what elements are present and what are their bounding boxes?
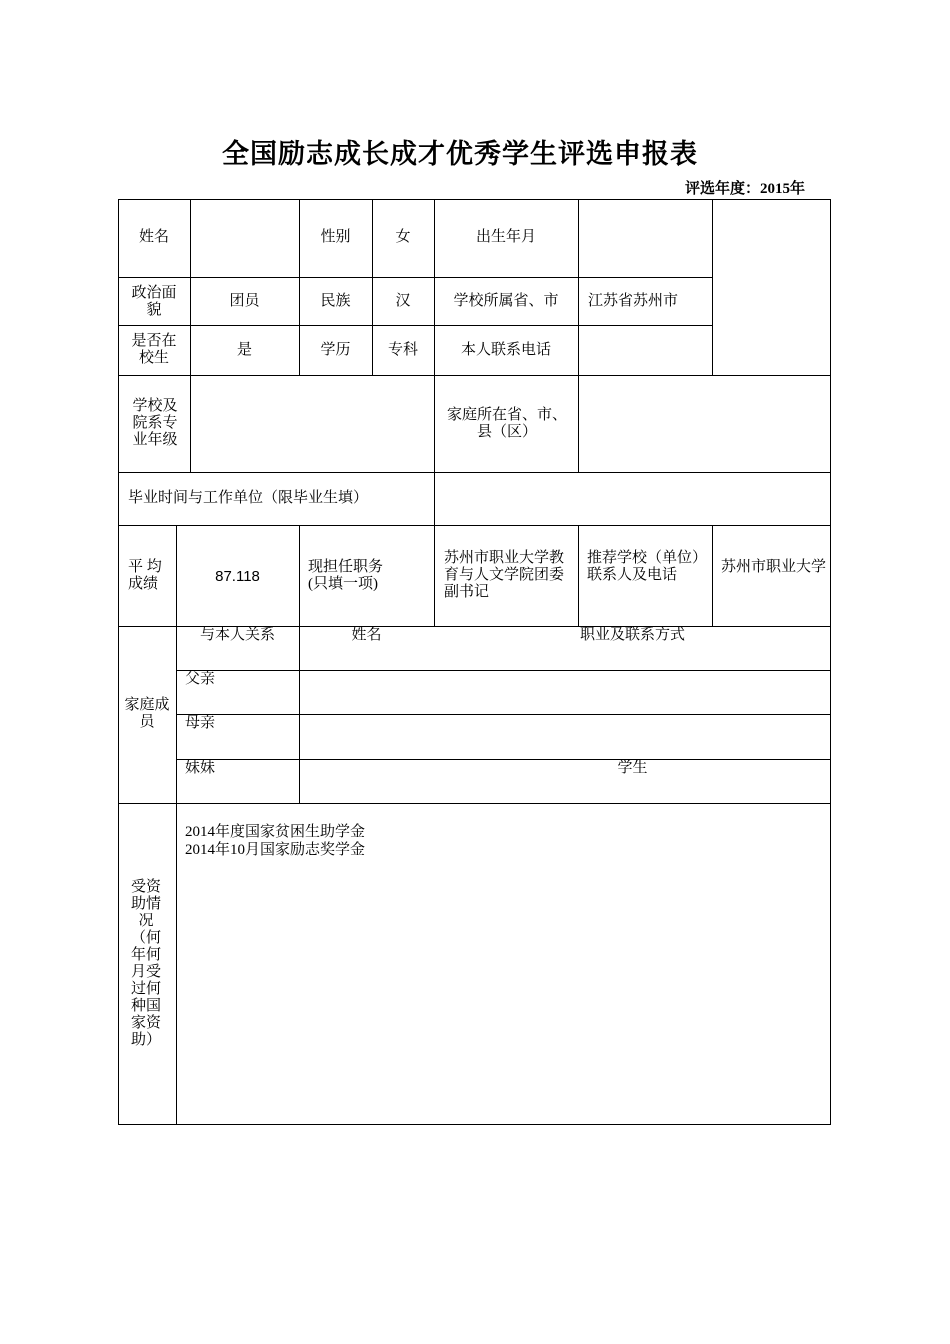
family-label: 家庭成员: [124, 697, 170, 730]
family-relation: 父亲: [185, 671, 216, 687]
rule: [434, 199, 435, 627]
ethnic-label: 民族: [320, 293, 351, 309]
family-job-field[interactable]: 学生: [617, 760, 648, 776]
graduation-label: 毕业时间与工作单位（限毕业生填）: [128, 490, 369, 506]
family-header-job: 职业及联系方式: [579, 627, 685, 643]
score-field[interactable]: 87.118: [215, 568, 260, 585]
recommend-field[interactable]: 苏州市职业大学: [721, 559, 827, 575]
family-relation: 母亲: [185, 715, 216, 731]
home-label: 家庭所在省、市、县（区）: [446, 407, 567, 440]
rule: [118, 472, 831, 473]
gender-label: 性别: [320, 229, 351, 245]
family-relation: 妹妹: [185, 760, 216, 776]
political-field[interactable]: 团员: [229, 293, 260, 309]
rule: [118, 803, 831, 804]
application-table: [118, 199, 831, 1125]
funding-line[interactable]: 2014年10月国家励志奖学金: [185, 842, 366, 858]
position-field[interactable]: 苏州市职业大学教育与人文学院团委副书记: [444, 550, 565, 600]
gender-field[interactable]: 女: [395, 229, 411, 245]
province-label: 学校所属省、市: [453, 293, 559, 309]
family-header-relation: 与本人关系: [199, 627, 275, 643]
rule: [118, 325, 712, 326]
position-label: 现担任职务 (只填一项): [308, 559, 384, 592]
rule: [578, 525, 579, 627]
funding-line[interactable]: 2014年度国家贫困生助学金: [185, 824, 366, 840]
school-label: 学校及院系专业年级: [132, 398, 178, 448]
phone-label: 本人联系电话: [460, 342, 551, 358]
education-field[interactable]: 专科: [387, 342, 418, 358]
birth-label: 出生年月: [475, 229, 536, 245]
recommend-label: 推荐学校（单位） 联系人及电话: [587, 550, 708, 583]
political-label: 政治面貌: [131, 285, 177, 318]
rule: [578, 199, 579, 376]
rule: [712, 525, 713, 627]
family-header-name: 姓名: [351, 627, 382, 643]
rule: [118, 525, 831, 526]
selection-year: 评选年度：2015年: [684, 181, 805, 197]
rule: [176, 525, 177, 1125]
form-title: 全国励志成长成才优秀学生评选申报表: [222, 139, 698, 169]
enrolled-label: 是否在校生: [131, 333, 177, 366]
rule: [299, 525, 300, 804]
rule: [712, 199, 713, 376]
enrolled-field[interactable]: 是: [236, 342, 252, 358]
rule: [118, 375, 831, 376]
name-label: 姓名: [138, 229, 169, 245]
education-label: 学历: [320, 342, 351, 358]
rule: [118, 277, 712, 278]
province-field[interactable]: 江苏省苏州市: [588, 293, 679, 309]
rule: [190, 199, 191, 473]
ethnic-field[interactable]: 汉: [395, 293, 411, 309]
funding-label: 受资助情况（何年何月受过何种国家资助）: [130, 879, 161, 1048]
rule: [578, 375, 579, 473]
score-label: 平 均成绩: [128, 559, 162, 592]
